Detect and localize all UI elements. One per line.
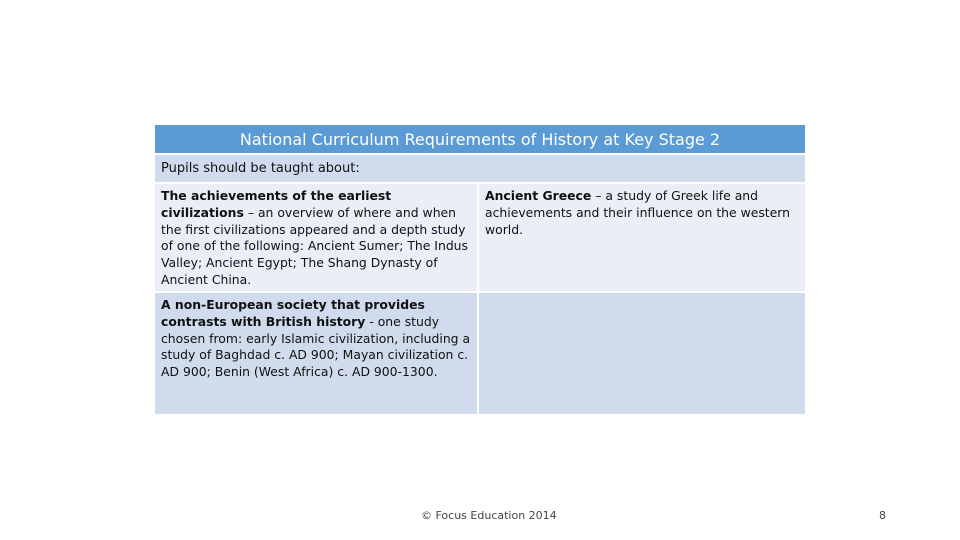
table-title: National Curriculum Requirements of History at Key Stage 2: [155, 125, 805, 155]
table-cell-non-european-society: [155, 293, 479, 414]
cell-text: – a study of Greek life and achievements and their influence on the western world.: [485, 188, 791, 237]
cell-heading: A non-European society that provides contrasts with British history: [161, 297, 425, 329]
cell-heading: The achievements of the earliest civilizations: [161, 188, 392, 220]
curriculum-table: [155, 125, 805, 414]
table-cell-earliest-civilizations: [155, 184, 479, 291]
page-number: 8: [879, 509, 886, 522]
table-cell-ancient-greece: [479, 184, 805, 291]
table-subtitle: Pupils should be taught about:: [155, 155, 805, 184]
cell-heading: Ancient Greece: [485, 188, 592, 203]
cell-text: - one study chosen from: early Islamic civilization, including a study of Baghdad c. AD 900; Mayan civilization c. AD 900; Benin (West Africa) c. AD 900-1300.: [161, 313, 471, 380]
table-row: [155, 184, 805, 293]
table-row: [155, 293, 805, 414]
table-cell-empty: [479, 293, 805, 414]
copyright-text: © Focus Education 2014: [421, 509, 557, 522]
cell-text: – an overview of where and when the first civilizations appeared and a depth study of one of the following: Ancient Sumer; The Indus Valley; Ancient Egypt; The Shang Dynasty of Ancient China.: [161, 204, 468, 287]
